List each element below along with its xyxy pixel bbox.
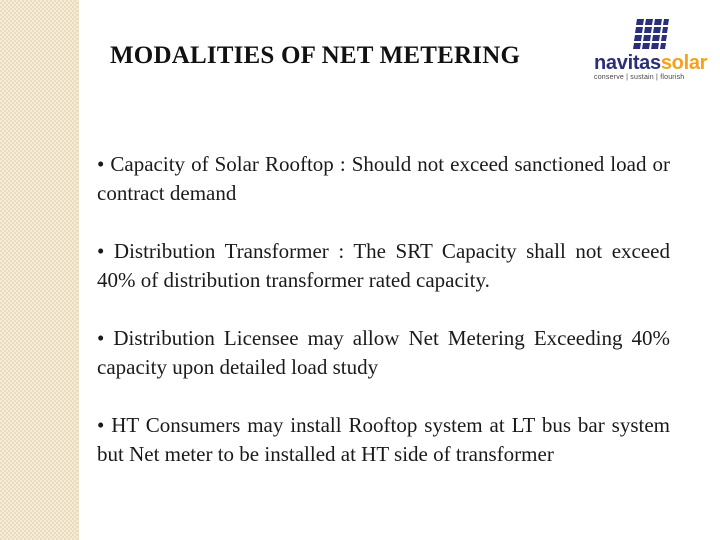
bullet-item-capacity: • Capacity of Solar Rooftop : Should not exceed sanctioned load or contract demand	[97, 152, 670, 205]
bullet-list	[97, 150, 670, 469]
bullet-item-distribution-licensee: • Distribution Licensee may allow Net Metering Exceeding 40% capacity upon detailed load study	[97, 326, 670, 379]
logo-wordmark-navitas: navitas	[594, 52, 661, 74]
logo-wordmark	[594, 53, 707, 73]
bullet-item-distribution-transformer: • Distribution Transformer : The SRT Capacity shall not exceed 40% of distribution transformer rated capacity.	[97, 239, 670, 292]
solar-panel-icon	[633, 18, 669, 51]
logo-tagline: conserve | sustain | flourish	[594, 74, 685, 81]
bullet-item-ht-consumers: • HT Consumers may install Rooftop system at LT bus bar system but Net meter to be installed at HT side of transformer	[97, 413, 670, 466]
slide-title: MODALITIES OF NET METERING	[110, 42, 521, 69]
logo-wordmark-solar: solar	[660, 52, 708, 74]
navitas-solar-logo	[592, 16, 714, 84]
decorative-side-strip	[0, 0, 79, 540]
